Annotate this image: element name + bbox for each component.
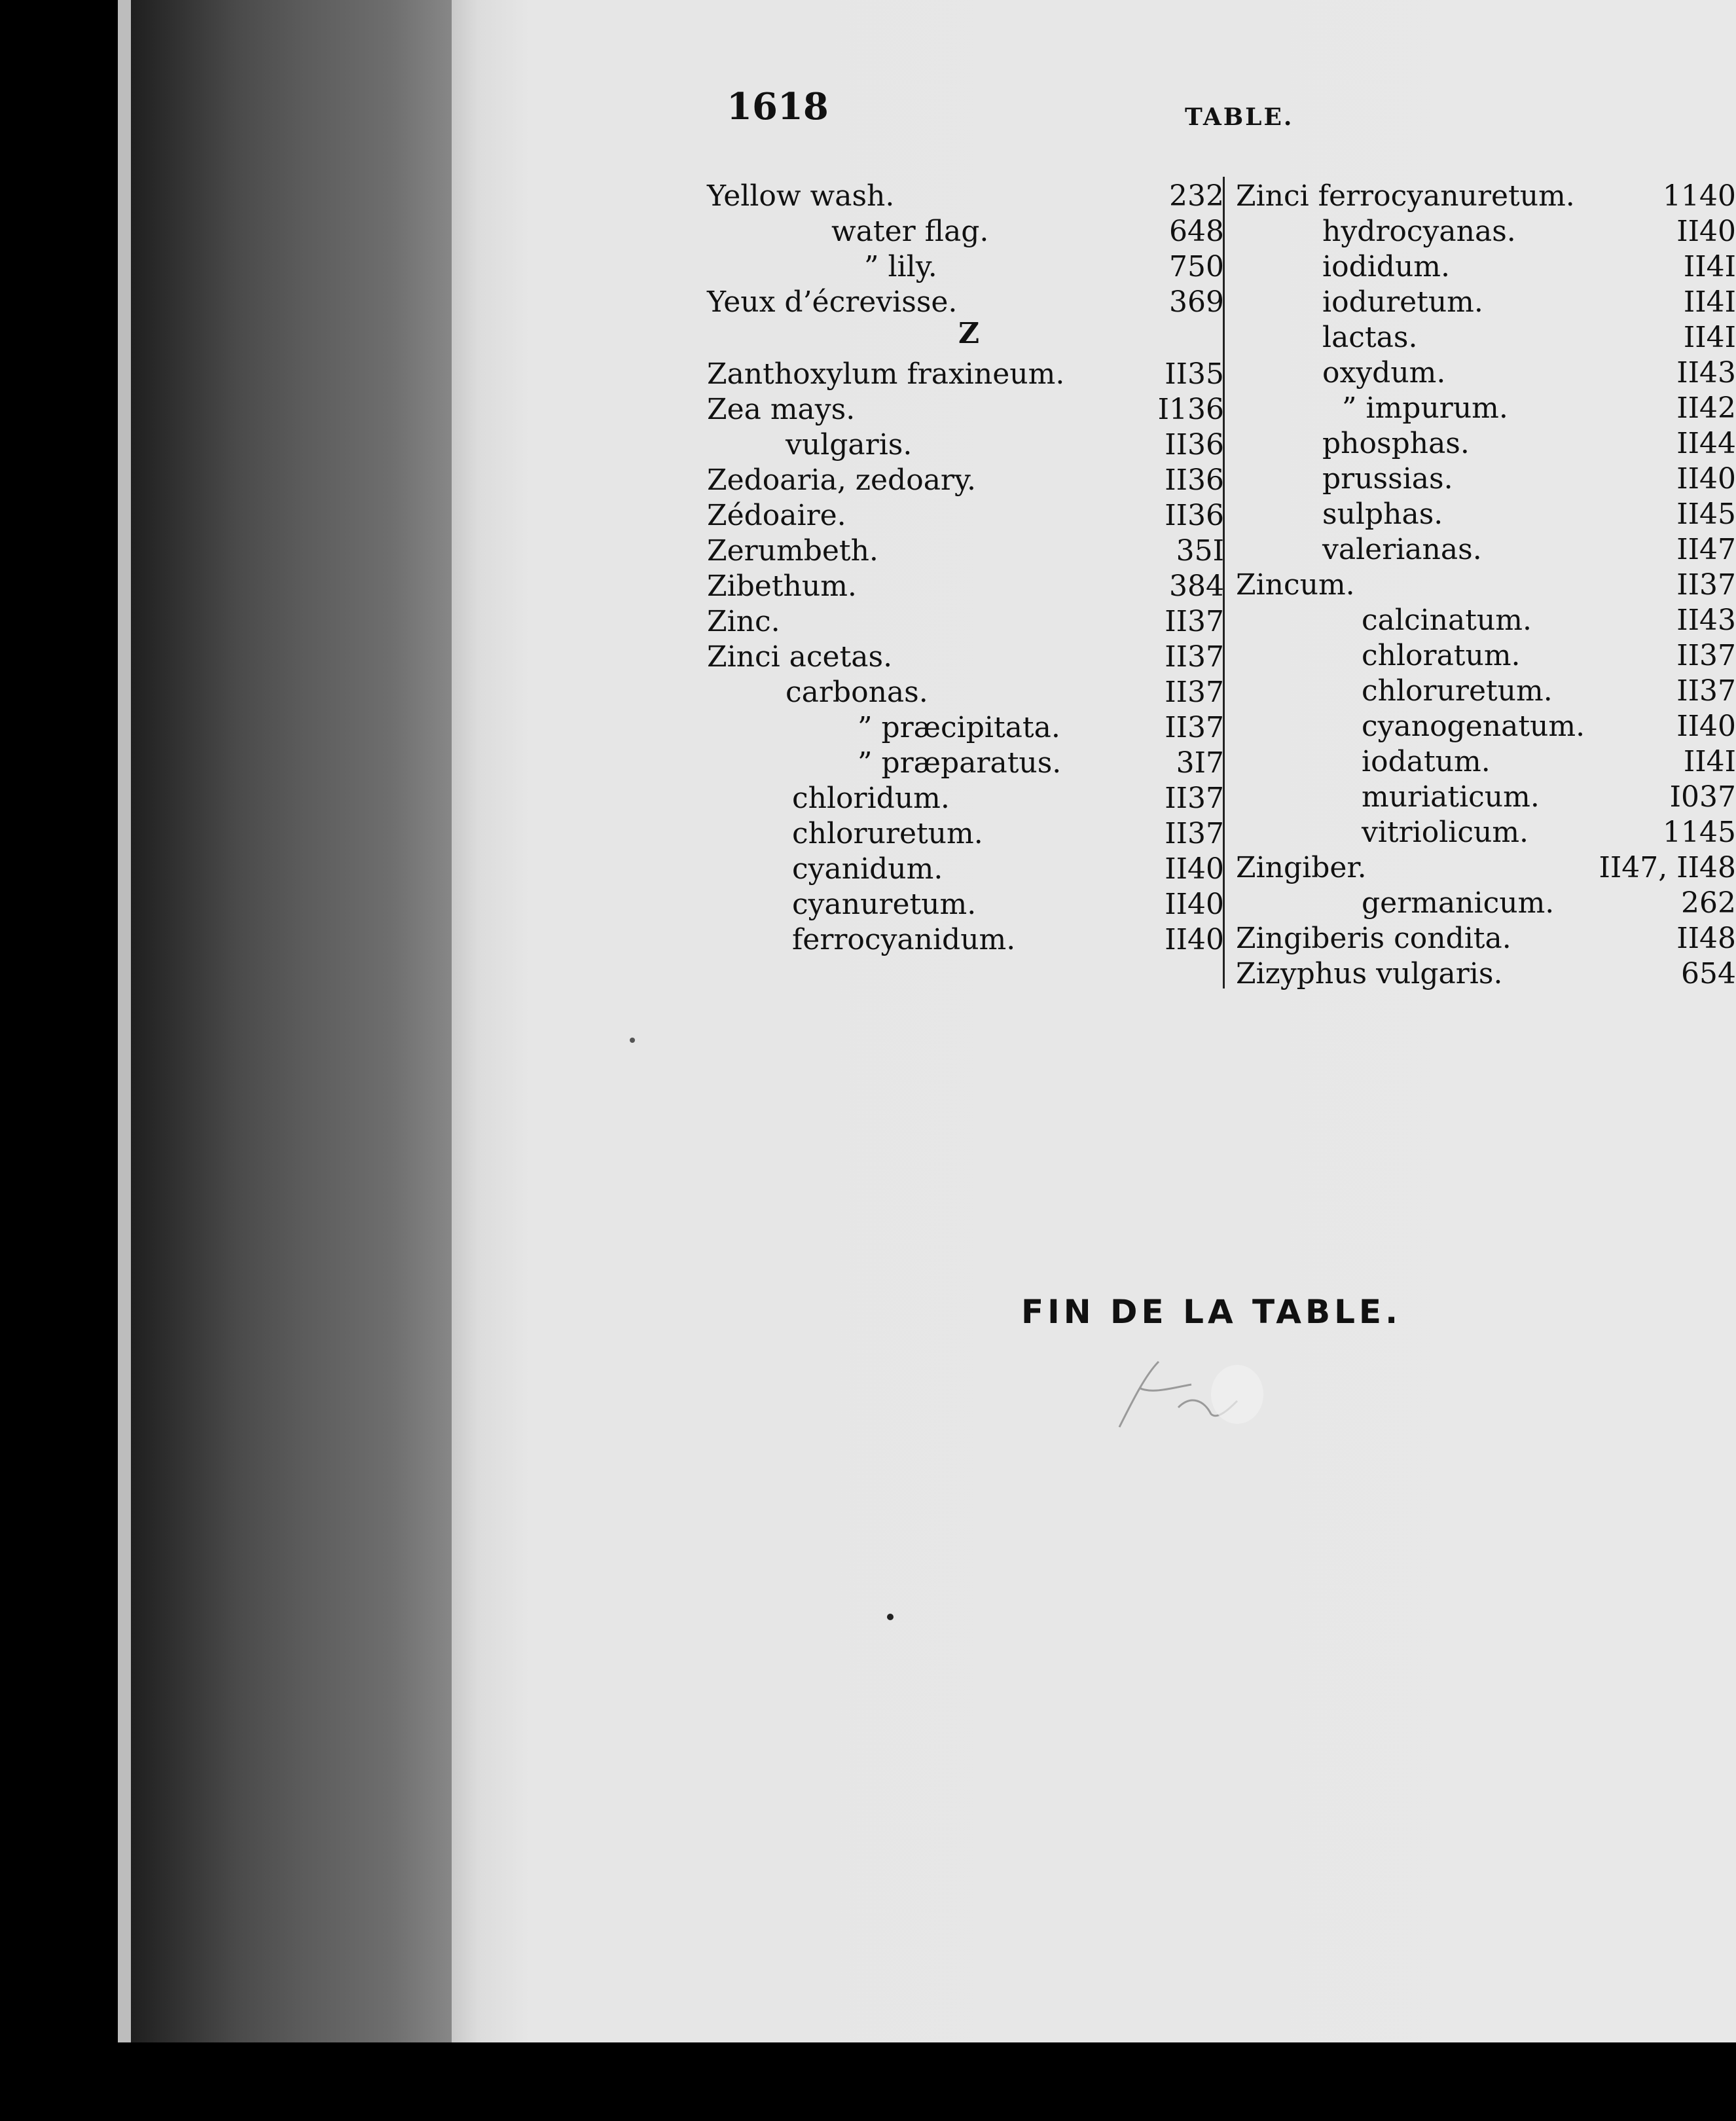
entry-page-ref: II42 bbox=[1676, 391, 1736, 425]
index-entry bbox=[707, 604, 1224, 640]
index-entry bbox=[1231, 496, 1736, 533]
entry-term: ioduretum. bbox=[1322, 285, 1483, 319]
entry-page-ref: 384 bbox=[1169, 570, 1224, 603]
index-entry bbox=[1231, 850, 1736, 886]
entry-page-ref: 648 bbox=[1169, 215, 1224, 248]
index-entry bbox=[707, 213, 1224, 250]
entry-term: germanicum. bbox=[1362, 886, 1555, 920]
entry-page-ref: II4I bbox=[1683, 250, 1736, 283]
entry-term: lactas. bbox=[1322, 321, 1418, 354]
entry-term: iodidum. bbox=[1322, 250, 1451, 283]
index-entry bbox=[1231, 744, 1736, 780]
entry-page-ref: II47, II48 bbox=[1599, 851, 1736, 884]
index-entry bbox=[1231, 426, 1736, 462]
index-entry bbox=[707, 851, 1224, 888]
entry-page-ref: 1140 bbox=[1663, 179, 1736, 213]
entry-page-ref: II45 bbox=[1676, 498, 1736, 531]
index-entry bbox=[707, 427, 1224, 463]
entry-term: Zédoaire. bbox=[707, 499, 846, 532]
entry-page-ref: 1145 bbox=[1663, 816, 1736, 849]
index-entry bbox=[1231, 638, 1736, 674]
entry-page-ref: II36 bbox=[1165, 463, 1224, 497]
index-entry bbox=[1231, 390, 1736, 427]
entry-term: Zibethum. bbox=[707, 570, 857, 603]
entry-term: hydrocyanas. bbox=[1322, 215, 1516, 248]
entry-page-ref: II40 bbox=[1165, 923, 1224, 956]
index-entry bbox=[1231, 814, 1736, 851]
entry-term: phosphas. bbox=[1322, 427, 1470, 460]
entry-term: water flag. bbox=[831, 215, 989, 248]
index-entry bbox=[1231, 708, 1736, 745]
index-entry bbox=[707, 568, 1224, 605]
entry-page-ref: II44 bbox=[1676, 427, 1736, 460]
entry-page-ref: II37 bbox=[1676, 674, 1736, 708]
entry-page-ref: II40 bbox=[1676, 710, 1736, 743]
ink-speck bbox=[887, 1614, 894, 1620]
entry-term: Zinci ferrocyanuretum. bbox=[1236, 179, 1575, 213]
entry-page-ref: II43 bbox=[1676, 604, 1736, 637]
entry-term: ” præcipitata. bbox=[858, 711, 1060, 744]
entry-page-ref: II43 bbox=[1676, 356, 1736, 390]
page-number: 1618 bbox=[727, 85, 829, 128]
index-entry bbox=[1231, 920, 1736, 957]
index-entry bbox=[707, 178, 1224, 215]
entry-page-ref: 654 bbox=[1681, 957, 1736, 990]
entry-term: ferrocyanidum. bbox=[792, 923, 1016, 956]
index-entry bbox=[707, 284, 1224, 321]
index-entry bbox=[707, 816, 1224, 852]
entry-page-ref: II36 bbox=[1165, 499, 1224, 532]
entry-page-ref: 3I7 bbox=[1176, 746, 1224, 780]
entry-term: chloratum. bbox=[1362, 639, 1521, 672]
index-entry bbox=[707, 462, 1224, 499]
entry-term: Zedoaria, zedoary. bbox=[707, 463, 976, 497]
entry-term: Zinci acetas. bbox=[707, 640, 893, 674]
index-entry bbox=[1231, 213, 1736, 250]
index-entry bbox=[707, 780, 1224, 817]
entry-term: Zinc. bbox=[707, 605, 780, 638]
entry-term: cyanogenatum. bbox=[1362, 710, 1585, 743]
index-entry bbox=[707, 356, 1224, 393]
entry-page-ref: II37 bbox=[1165, 711, 1224, 744]
entry-page-ref: II37 bbox=[1165, 605, 1224, 638]
scan-border bbox=[0, 2042, 1736, 2121]
running-title: TABLE. bbox=[1185, 103, 1294, 131]
section-letter: Z bbox=[958, 317, 980, 350]
entry-term: Zingiber. bbox=[1236, 851, 1367, 884]
index-entry bbox=[707, 498, 1224, 534]
entry-page-ref: II37 bbox=[1165, 817, 1224, 850]
index-entry bbox=[1231, 532, 1736, 568]
index-entry bbox=[707, 745, 1224, 782]
end-of-table-note: FIN DE LA TABLE. bbox=[1021, 1293, 1402, 1331]
index-entry bbox=[1231, 249, 1736, 285]
entry-term: sulphas. bbox=[1322, 498, 1443, 531]
entry-page-ref: II37 bbox=[1165, 782, 1224, 815]
entry-page-ref: 232 bbox=[1169, 179, 1224, 213]
index-entry bbox=[1231, 319, 1736, 356]
entry-term: Zea mays. bbox=[707, 393, 856, 426]
handwritten-mark bbox=[1100, 1349, 1296, 1453]
index-entry bbox=[1231, 673, 1736, 710]
entry-term: oxydum. bbox=[1322, 356, 1446, 390]
entry-term: ” præparatus. bbox=[858, 746, 1062, 780]
ink-speck bbox=[630, 1038, 635, 1043]
entry-term: vulgaris. bbox=[786, 428, 913, 462]
index-entry bbox=[1231, 461, 1736, 498]
entry-page-ref: II4I bbox=[1683, 285, 1736, 319]
entry-page-ref: II40 bbox=[1165, 888, 1224, 921]
entry-page-ref: II47 bbox=[1676, 533, 1736, 566]
index-entry bbox=[707, 639, 1224, 676]
entry-page-ref: I136 bbox=[1157, 393, 1224, 426]
entry-term: ” lily. bbox=[864, 250, 937, 283]
entry-term: chloridum. bbox=[792, 782, 950, 815]
entry-page-ref: II37 bbox=[1676, 639, 1736, 672]
index-entry bbox=[707, 922, 1224, 958]
entry-page-ref: II40 bbox=[1676, 462, 1736, 496]
index-entry bbox=[1231, 779, 1736, 816]
entry-term: cyanidum. bbox=[792, 852, 943, 886]
entry-page-ref: II37 bbox=[1165, 640, 1224, 674]
entry-term: Yeux d’écrevisse. bbox=[707, 285, 958, 319]
entry-page-ref: II48 bbox=[1676, 922, 1736, 955]
entry-page-ref: I037 bbox=[1669, 780, 1736, 814]
index-entry bbox=[707, 391, 1224, 428]
entry-term: carbonas. bbox=[786, 676, 928, 709]
index-entry bbox=[707, 249, 1224, 285]
entry-page-ref: 369 bbox=[1169, 285, 1224, 319]
index-entry bbox=[1231, 284, 1736, 321]
entry-term: calcinatum. bbox=[1362, 604, 1532, 637]
entry-term: cyanuretum. bbox=[792, 888, 977, 921]
entry-page-ref: 262 bbox=[1681, 886, 1736, 920]
index-entry bbox=[1231, 602, 1736, 639]
index-entry bbox=[707, 674, 1224, 711]
entry-page-ref: 750 bbox=[1169, 250, 1224, 283]
entry-term: Zanthoxylum fraxineum. bbox=[707, 357, 1065, 391]
entry-term: muriaticum. bbox=[1362, 780, 1540, 814]
entry-term: Zingiberis condita. bbox=[1236, 922, 1511, 955]
entry-term: valerianas. bbox=[1322, 533, 1482, 566]
entry-term: chloruretum. bbox=[792, 817, 983, 850]
entry-page-ref: II4I bbox=[1683, 745, 1736, 778]
entry-term: vitriolicum. bbox=[1362, 816, 1529, 849]
entry-page-ref: II40 bbox=[1676, 215, 1736, 248]
entry-page-ref: II37 bbox=[1676, 568, 1736, 602]
index-entry bbox=[1231, 355, 1736, 391]
entry-term: ” impurum. bbox=[1342, 391, 1508, 425]
entry-page-ref: II35 bbox=[1165, 357, 1224, 391]
index-entry bbox=[707, 710, 1224, 746]
entry-term: Zerumbeth. bbox=[707, 534, 878, 568]
index-entry bbox=[1231, 956, 1736, 992]
index-entry bbox=[707, 533, 1224, 570]
index-entry bbox=[1231, 885, 1736, 922]
entry-term: Yellow wash. bbox=[707, 179, 895, 213]
index-entry bbox=[1231, 178, 1736, 215]
entry-term: chloruretum. bbox=[1362, 674, 1553, 708]
index-entry bbox=[707, 886, 1224, 923]
index-entry bbox=[1231, 567, 1736, 604]
entry-term: Zizyphus vulgaris. bbox=[1236, 957, 1503, 990]
entry-term: prussias. bbox=[1322, 462, 1453, 496]
entry-page-ref: II40 bbox=[1165, 852, 1224, 886]
entry-page-ref: II4I bbox=[1683, 321, 1736, 354]
entry-term: iodatum. bbox=[1362, 745, 1491, 778]
entry-page-ref: 35I bbox=[1176, 534, 1224, 568]
entry-page-ref: II37 bbox=[1165, 676, 1224, 709]
entry-page-ref: II36 bbox=[1165, 428, 1224, 462]
entry-term: Zincum. bbox=[1236, 568, 1355, 602]
